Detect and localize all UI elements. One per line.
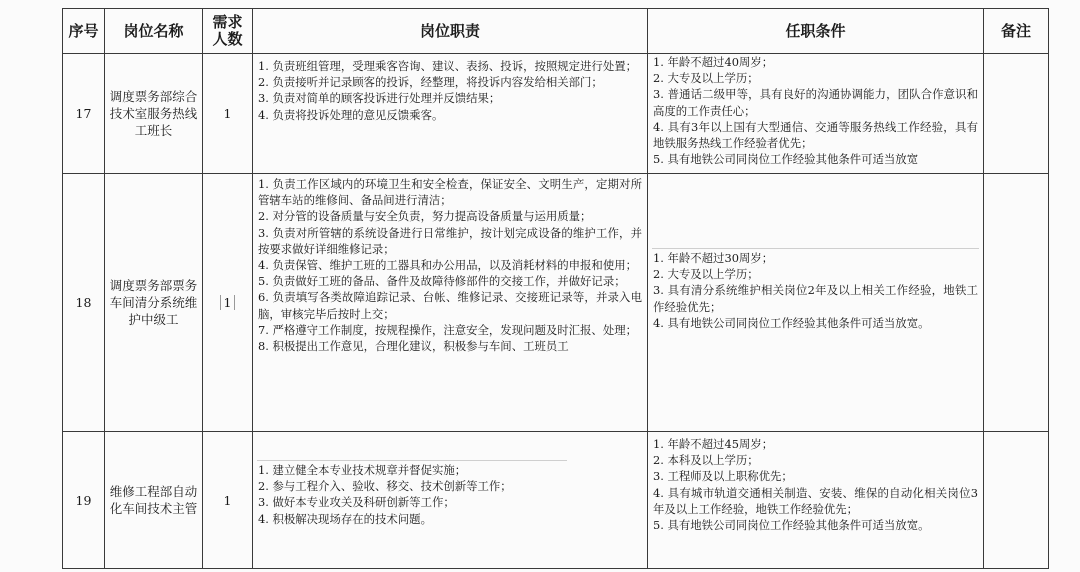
duty-item: 4. 积极解决现场存在的技术问题。 bbox=[258, 511, 432, 526]
requirement-item: 1. 年龄不超过45周岁； bbox=[653, 437, 774, 451]
position-cell: 调度票务部票务车间清分系统维护中级工 bbox=[105, 174, 203, 432]
duty-item: 2. 参与工程介入、验收、移交、技术创新等工作； bbox=[258, 479, 512, 494]
requirement-item: 4. 具有地铁公司同岗位工作经验其他条件可适当放宽。 bbox=[653, 315, 930, 330]
header-row bbox=[63, 9, 1049, 54]
duties-cell bbox=[253, 432, 648, 569]
table-row bbox=[63, 54, 1049, 174]
remarks-cell bbox=[984, 54, 1049, 174]
requirements-list bbox=[648, 436, 983, 568]
duty-item: 3. 做好本专业攻关及科研创新等工作； bbox=[258, 495, 455, 510]
requirements-list bbox=[648, 54, 983, 173]
header-position: 岗位名称 bbox=[105, 9, 203, 54]
job-table bbox=[62, 8, 1049, 569]
requirement-item: 4. 具有城市轨道交通相关制造、安装、维保的自动化相关岗位3年及以上工作经验，地铁工作经验优先； bbox=[653, 485, 978, 516]
seq-cell: 17 bbox=[63, 54, 105, 174]
requirement-item: 3. 具有清分系统维护相关岗位2年及以上相关工作经验，地铁工作经验优先； bbox=[653, 283, 978, 314]
duty-item: 1. 负责班组管理，受理乘客咨询、建议、表扬、投诉，按照规定进行处置； bbox=[258, 59, 637, 73]
requirements-cell bbox=[648, 174, 984, 432]
table-row bbox=[63, 174, 1049, 432]
requirement-item: 4. 具有3年以上国有大型通信、交通等服务热线工作经验，具有地铁服务热线工作经验者优先； bbox=[653, 119, 978, 151]
duty-item: 1. 建立健全本专业技术规章并督促实施； bbox=[258, 463, 467, 477]
requirement-item: 2. 大专及以上学历； bbox=[653, 267, 759, 282]
duty-item: 6. 负责填写各类故障追踪记录、台帐、维修记录、交接班记录等，并录入电脑，审核完毕后按时上交； bbox=[258, 290, 642, 321]
position-cell: 维修工程部自动化车间技术主管 bbox=[105, 432, 203, 569]
duty-item: 4. 负责保管、维护工班的工器具和办公用品，以及消耗材料的申报和使用； bbox=[258, 258, 637, 273]
duties-list bbox=[253, 176, 647, 431]
demand-cell bbox=[203, 174, 253, 432]
duty-item: 8. 积极提出工作意见，合理化建议，积极参与车间、工班员工 bbox=[258, 339, 569, 354]
seq-cell: 19 bbox=[63, 432, 105, 569]
duties-list bbox=[253, 462, 647, 568]
requirements-cell bbox=[648, 432, 984, 569]
header-requirements: 任职条件 bbox=[648, 9, 984, 54]
requirement-item: 5. 具有地铁公司同岗位工作经验其他条件可适当放宽 bbox=[653, 152, 919, 167]
duty-item: 4. 负责将投诉处理的意见反馈乘客。 bbox=[258, 107, 444, 122]
requirement-item: 2. 大专及以上学历； bbox=[653, 71, 759, 86]
duties-cell bbox=[253, 174, 648, 432]
divider bbox=[652, 248, 979, 249]
requirements-list bbox=[648, 250, 983, 431]
requirement-item: 5. 具有地铁公司同岗位工作经验其他条件可适当放宽。 bbox=[653, 518, 930, 533]
header-seq: 序号 bbox=[63, 9, 105, 54]
requirement-item: 2. 本科及以上学历； bbox=[653, 453, 759, 468]
duty-item: 3. 负责对所管辖的系统设备进行日常维护，按计划完成设备的维护工作，并按要求做好详细维修记录； bbox=[258, 225, 642, 256]
requirements-cell bbox=[648, 54, 984, 174]
position-cell: 调度票务部综合技术室服务热线工班长 bbox=[105, 54, 203, 174]
duty-item: 3. 负责对简单的顾客投诉进行处理并反馈结果； bbox=[258, 91, 501, 106]
duty-item: 1. 负责工作区域内的环境卫生和安全检查，保证安全、文明生产，定期对所管辖车站的维修间、备品间进行清洁； bbox=[258, 177, 642, 208]
duties-cell bbox=[253, 54, 648, 174]
duty-item: 2. 负责接听并记录顾客的投诉，经整理，将投诉内容发给相关部门； bbox=[258, 75, 603, 90]
demand-cell: 1 bbox=[203, 54, 253, 174]
remarks-cell bbox=[984, 432, 1049, 569]
requirement-item: 3. 工程师及以上职称优先； bbox=[653, 469, 793, 484]
requirement-item: 1. 年龄不超过30周岁； bbox=[653, 251, 774, 265]
header-remarks: 备注 bbox=[984, 9, 1049, 54]
demand-value: 1 bbox=[220, 295, 236, 310]
header-demand bbox=[203, 9, 253, 54]
seq-cell: 18 bbox=[63, 174, 105, 432]
requirement-item: 1. 年龄不超过40周岁； bbox=[653, 55, 774, 69]
table-row bbox=[63, 432, 1049, 569]
requirement-item: 3. 普通话二级甲等，具有良好的沟通协调能力，团队合作意识和高度的工作责任心； bbox=[653, 87, 978, 118]
remarks-cell bbox=[984, 174, 1049, 432]
duties-list bbox=[253, 58, 647, 169]
header-duties: 岗位职责 bbox=[253, 9, 648, 54]
duty-item: 5. 负责做好工班的备品、备件及故障待修部件的交接工作，并做好记录； bbox=[258, 274, 626, 289]
duty-item: 7. 严格遵守工作制度，按规程操作，注意安全，发现问题及时汇报、处理； bbox=[258, 322, 637, 337]
duty-item: 2. 对分管的设备质量与安全负责，努力提高设备质量与运用质量； bbox=[258, 209, 592, 224]
demand-cell: 1 bbox=[203, 432, 253, 569]
divider bbox=[257, 460, 567, 461]
header-demand-label: 需求人数 bbox=[212, 13, 243, 48]
